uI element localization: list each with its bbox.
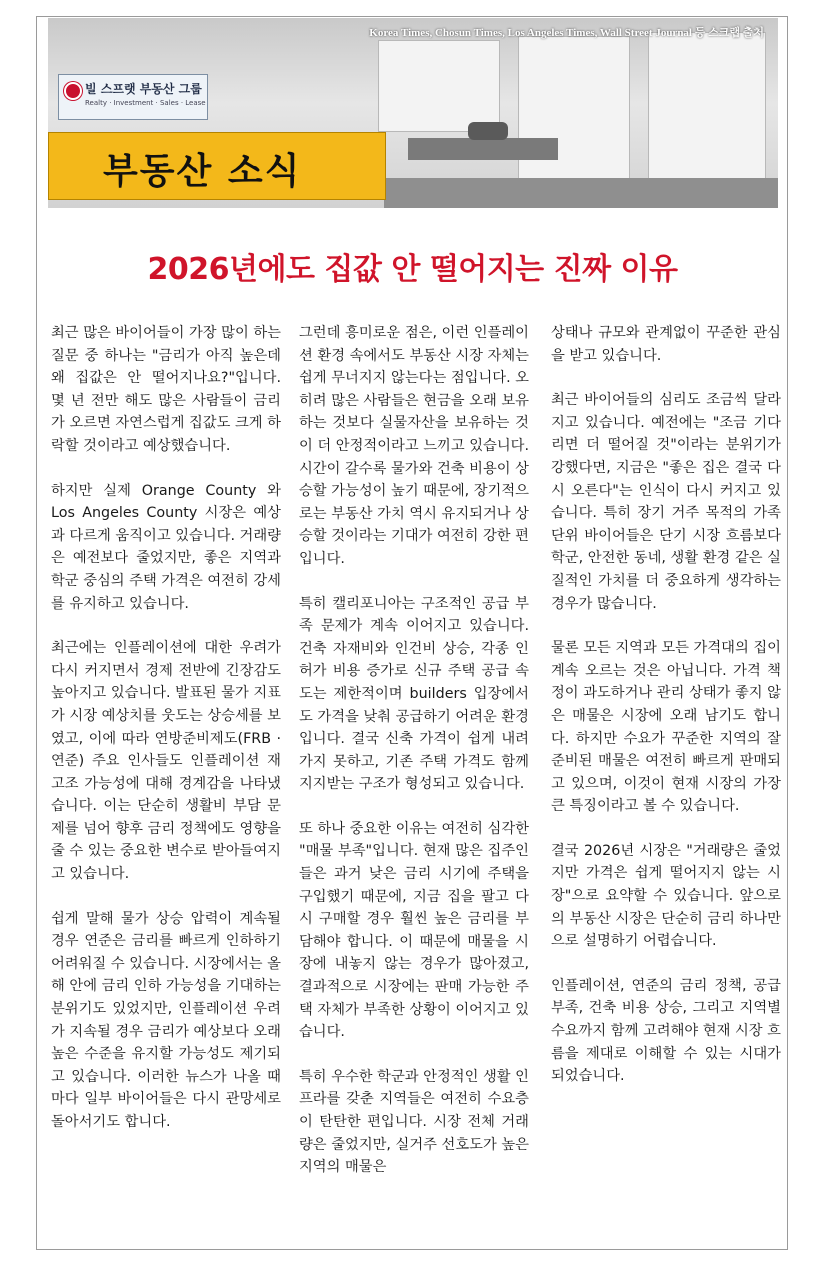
paragraph: 결국 2026년 시장은 "거래량은 줄었지만 가격은 쉽게 떨어지지 않는 시장"으로 요약할 수 있습니다. 앞으로의 부동산 시장은 단순히 금리 하나만으로 설명하기 어렵습니다.	[551, 842, 781, 950]
logo-name: 빌 스프랫 부동산 그룹	[85, 82, 202, 96]
paragraph: 특히 우수한 학군과 안정적인 생활 인프라를 갖춘 지역들은 여전히 수요층이 탄탄한 편입니다. 시장 전체 거래량은 줄었지만, 실거주 선호도가 높은 지역의 매물은	[299, 1068, 529, 1176]
banner-shelf	[648, 32, 766, 194]
banner-figure	[468, 122, 508, 140]
paragraph: 하지만 실제 Orange County 와 Los Angeles County 시장은 예상과 다르게 움직이고 있습니다. 거래량은 예전보다 줄었지만, 좋은 지역과 학군 중심의 주택 가격은 여전히 강세를 유지하고 있습니다.	[51, 482, 281, 612]
banner-shelf	[518, 36, 630, 188]
banner-counter	[408, 138, 558, 160]
paragraph: 상태나 규모와 관계없이 꾸준한 관심을 받고 있습니다.	[551, 325, 781, 364]
logo-mark-icon	[64, 82, 82, 100]
article-column-3	[551, 322, 781, 1110]
paragraph: 또 하나 중요한 이유는 여전히 심각한 "매물 부족"입니다. 현재 많은 집주인들은 과거 낮은 금리 시기에 주택을 구입했기 때문에, 지금 집을 팔고 다시 구매할 경우 훨씬 높은 금리를 부담해야 합니다. 이 때문에 매물을 시장에 내놓지 않는 경우가 많아졌고, 결과적으로 시장에는 판매 가능한 주택 자체가 부족한 상황이 이어지고 있습니다.	[299, 820, 529, 1041]
paragraph: 최근 바이어들의 심리도 조금씩 달라지고 있습니다. 예전에는 "조금 기다리면 더 떨어질 것"이라는 분위기가 강했다면, 지금은 "좋은 집은 결국 다시 오른다"는 인식이 다시 커지고 있습니다. 특히 장기 거주 목적의 가족 단위 바이어들은 단기 시장 흐름보다 학군, 안전한 동네, 생활 환경 같은 실질적인 가치를 더 중요하게 생각하는 경우가 많습니다.	[551, 392, 781, 612]
paragraph: 최근에는 인플레이션에 대한 우려가 다시 커지면서 경제 전반에 긴장감도 높아지고 있습니다. 발표된 물가 지표가 시장 예상치를 웃도는 상승세를 보였고, 이에 따라 연방준비제도(FRB · 연준) 주요 인사들도 인플레이션 재고조 가능성에 대해 경계감을 나타냈습니다. 이는 단순히 생활비 부담 문제를 넘어 향후 금리 정책에도 영향을 줄 수 있는 중요한 변수로 받아들여지고 있습니다.	[51, 640, 281, 883]
section-title: 부동산 소식	[103, 151, 302, 192]
banner-floor	[384, 178, 778, 208]
paragraph: 쉽게 말해 물가 상승 압력이 계속될 경우 연준은 금리를 빠르게 인하하기 어려워질 수 있습니다. 시장에서는 올해 안에 금리 인하 가능성을 기대하는 분위기도 있었지만, 인플레이션 우려가 지속될 경우 금리가 예상보다 오래 높은 수준을 유지할 가능성도 제기되고 있습니다. 이러한 뉴스가 나올 때마다 일부 바이어들은 다시 관망세로 돌아서기도 합니다.	[51, 910, 281, 1130]
paragraph: 그런데 흥미로운 점은, 이런 인플레이션 환경 속에서도 부동산 시장 자체는 쉽게 무너지지 않는다는 점입니다. 오히려 많은 사람들은 현금을 오래 보유하는 것보다 실물자산을 보유하는 것이 더 안정적이라고 느끼고 있습니다. 시간이 갈수록 물가와 건축 비용이 상승할 가능성이 높기 때문에, 장기적으로는 부동산 가치 역시 유지되거나 상승할 것이라는 기대가 여전히 강한 편입니다.	[299, 325, 529, 567]
paragraph: 특히 캘리포니아는 구조적인 공급 부족 문제가 계속 이어지고 있습니다. 건축 자재비와 인건비 상승, 각종 인허가 비용 증가로 신규 주택 공급 속도는 제한적이며 builders 입장에서도 가격을 낮춰 공급하기 어려운 환경입니다. 결국 신축 가격이 쉽게 내려가지 못하고, 기존 주택 가격도 함께 지지받는 구조가 형성되고 있습니다.	[299, 595, 529, 793]
article-column-2	[299, 322, 529, 1201]
section-title-plate	[48, 132, 386, 200]
paragraph: 인플레이션, 연준의 금리 정책, 공급 부족, 건축 비용 상승, 그리고 지역별 수요까지 함께 고려해야 현재 시장 흐름을 제대로 이해할 수 있는 시대가 되었습니다.	[551, 977, 781, 1085]
company-logo	[58, 74, 208, 120]
banner-shelf	[378, 40, 500, 132]
article-headline: 2026년에도 집값 안 떨어지는 진짜 이유	[147, 252, 678, 287]
source-list: Korea Times, Chosun Times, Los Angeles Times, Wall Street Journal 등 스크랩 출처	[369, 27, 764, 39]
paragraph: 최근 많은 바이어들이 가장 많이 하는 질문 중 하나는 "금리가 아직 높은데 왜 집값은 안 떨어지나요?"입니다. 몇 년 전만 해도 많은 사람들이 금리가 오르면 자연스럽게 집값도 크게 하락할 것이라고 예상했습니다.	[51, 325, 281, 454]
article-column-1	[51, 322, 281, 1156]
paragraph: 물론 모든 지역과 모든 가격대의 집이 계속 오르는 것은 아닙니다. 가격 책정이 과도하거나 관리 상태가 좋지 않은 매물은 시장에 오래 남기도 합니다. 하지만 수요가 꾸준한 지역의 잘 준비된 매물은 여전히 빠르게 판매되고 있으며, 이것이 현재 시장의 가장 큰 특징이라고 볼 수 있습니다.	[551, 640, 781, 815]
header-banner	[48, 18, 778, 208]
logo-subtitle: Realty · Investment · Sales · Lease	[85, 99, 206, 107]
